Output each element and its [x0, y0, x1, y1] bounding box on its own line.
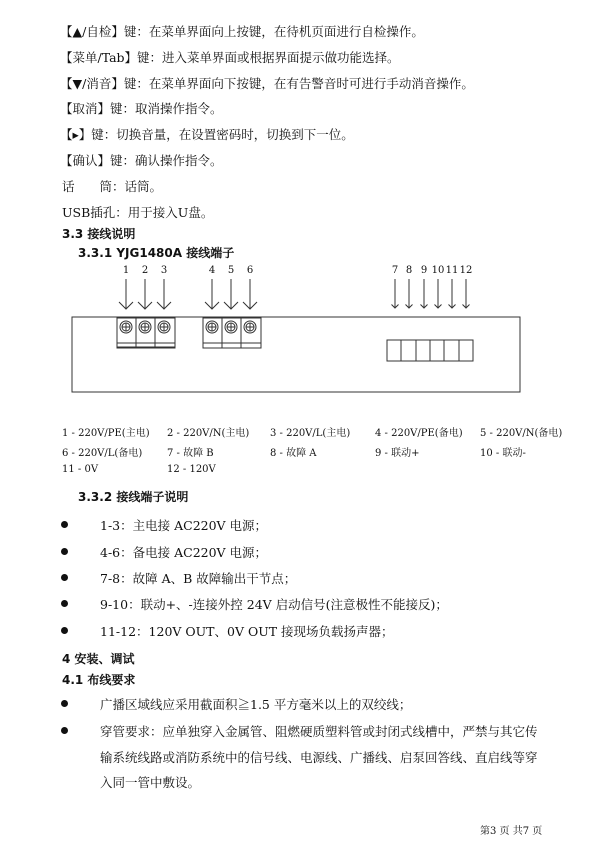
- terminal-arrow: [138, 279, 152, 309]
- terminal-arrow: [421, 279, 428, 308]
- bullet-item: 4-6：备电接 AC220V 电源；: [100, 545, 268, 560]
- key-desc-cancel: 【取消】键：取消操作指令。: [60, 101, 223, 116]
- bullet-icon: [61, 627, 68, 634]
- bullet-icon: [61, 548, 68, 555]
- terminal-number: 2: [141, 265, 149, 276]
- screw-icon: [120, 321, 132, 333]
- bullet-item: 7-8：故障 A、B 故障输出干节点；: [100, 571, 297, 586]
- bullet-icon: [61, 574, 68, 581]
- usb-desc: USB插孔：用于接入U盘。: [62, 205, 214, 220]
- mic-desc: 话 筒：话筒。: [62, 179, 163, 194]
- terminal-arrow: [392, 279, 399, 308]
- terminal-label: 4 - 220V/PE(备电): [375, 428, 463, 439]
- key-desc-down: 【▼/消音】键：在菜单界面向下按键，在有告警音时可进行手动消音操作。: [60, 76, 474, 91]
- terminal-number: 7: [391, 265, 399, 276]
- section-4-heading: 4 安装、调试: [62, 652, 135, 666]
- terminal-number: 4: [208, 265, 216, 276]
- screw-icon: [225, 321, 237, 333]
- section-3-3-2-heading: 3.3.2 接线端子说明: [78, 490, 189, 504]
- bullet-item: 广播区域线应采用截面积≧1.5 平方毫米以上的双绞线；: [100, 697, 412, 712]
- terminal-arrow: [224, 279, 238, 309]
- terminal-arrow: [449, 279, 456, 308]
- page-footer: 第3 页 共7 页: [480, 826, 543, 837]
- screw-icon: [206, 321, 218, 333]
- terminal-number: 12: [459, 265, 473, 276]
- key-desc-menu: 【菜单/Tab】键：进入菜单界面或根据界面提示做功能选择。: [60, 50, 400, 65]
- section-4-1-heading: 4.1 布线要求: [62, 673, 136, 687]
- section-3-3-heading: 3.3 接线说明: [62, 227, 136, 241]
- terminal-number: 3: [160, 265, 168, 276]
- bullet-icon: [61, 521, 68, 528]
- terminal-label: 9 - 联动+: [375, 448, 420, 459]
- key-desc-confirm: 【确认】键：确认操作指令。: [60, 153, 223, 168]
- terminal-arrow: [205, 279, 219, 309]
- terminal-label: 12 - 120V: [167, 464, 216, 475]
- terminal-label: 1 - 220V/PE(主电): [62, 428, 150, 439]
- key-desc-up: 【▲/自检】键：在菜单界面向上按键，在待机页面进行自检操作。: [60, 24, 424, 39]
- terminal-label: 7 - 故障 B: [167, 448, 214, 459]
- terminal-label: 3 - 220V/L(主电): [270, 428, 351, 439]
- terminal-number: 11: [445, 265, 459, 276]
- screw-icon: [244, 321, 256, 333]
- section-3-3-1-heading: 3.3.1 YJG1480A 接线端子: [78, 246, 235, 260]
- terminal-label: 10 - 联动-: [480, 448, 526, 459]
- bullet-item: 穿管要求：应单独穿入金属管、阻燃硬质塑料管或封闭式线槽中，严禁与其它传: [100, 724, 538, 739]
- terminal-label: 8 - 故障 A: [270, 448, 317, 459]
- terminal-arrow: [157, 279, 171, 309]
- terminal-number: 8: [405, 265, 413, 276]
- bullet-icon: [61, 727, 68, 734]
- terminal-arrow: [406, 279, 413, 308]
- terminal-label: 11 - 0V: [62, 464, 99, 475]
- terminal-label: 2 - 220V/N(主电): [167, 428, 250, 439]
- terminal-number: 6: [246, 265, 254, 276]
- terminal-arrow: [435, 279, 442, 308]
- terminal-number: 1: [122, 265, 130, 276]
- terminal-arrow: [119, 279, 133, 309]
- bullet-item: 11-12：120V OUT、0V OUT 接现场负载扬声器；: [100, 624, 394, 639]
- terminal-number: 10: [431, 265, 445, 276]
- bullet-icon: [61, 700, 68, 707]
- key-desc-right: 【▸】键：切换音量，在设置密码时，切换到下一位。: [60, 127, 354, 142]
- terminal-label: 5 - 220V/N(备电): [480, 428, 563, 439]
- screw-icon: [139, 321, 151, 333]
- terminal-arrow: [463, 279, 470, 308]
- terminal-label: 6 - 220V/L(备电): [62, 448, 143, 459]
- bullet-continuation: 输系统线路或消防系统中的信号线、电源线、广播线、启泵回答线、直启线等穿: [100, 750, 538, 765]
- terminal-arrow: [243, 279, 257, 309]
- bullet-icon: [61, 600, 68, 607]
- bullet-continuation: 入同一管中敷设。: [100, 775, 201, 790]
- bullet-item: 1-3：主电接 AC220V 电源；: [100, 518, 268, 533]
- screw-icon: [158, 321, 170, 333]
- terminal-number: 9: [420, 265, 428, 276]
- bullet-item: 9-10：联动+、-连接外控 24V 启动信号(注意极性不能接反)；: [100, 597, 448, 612]
- terminal-number: 5: [227, 265, 235, 276]
